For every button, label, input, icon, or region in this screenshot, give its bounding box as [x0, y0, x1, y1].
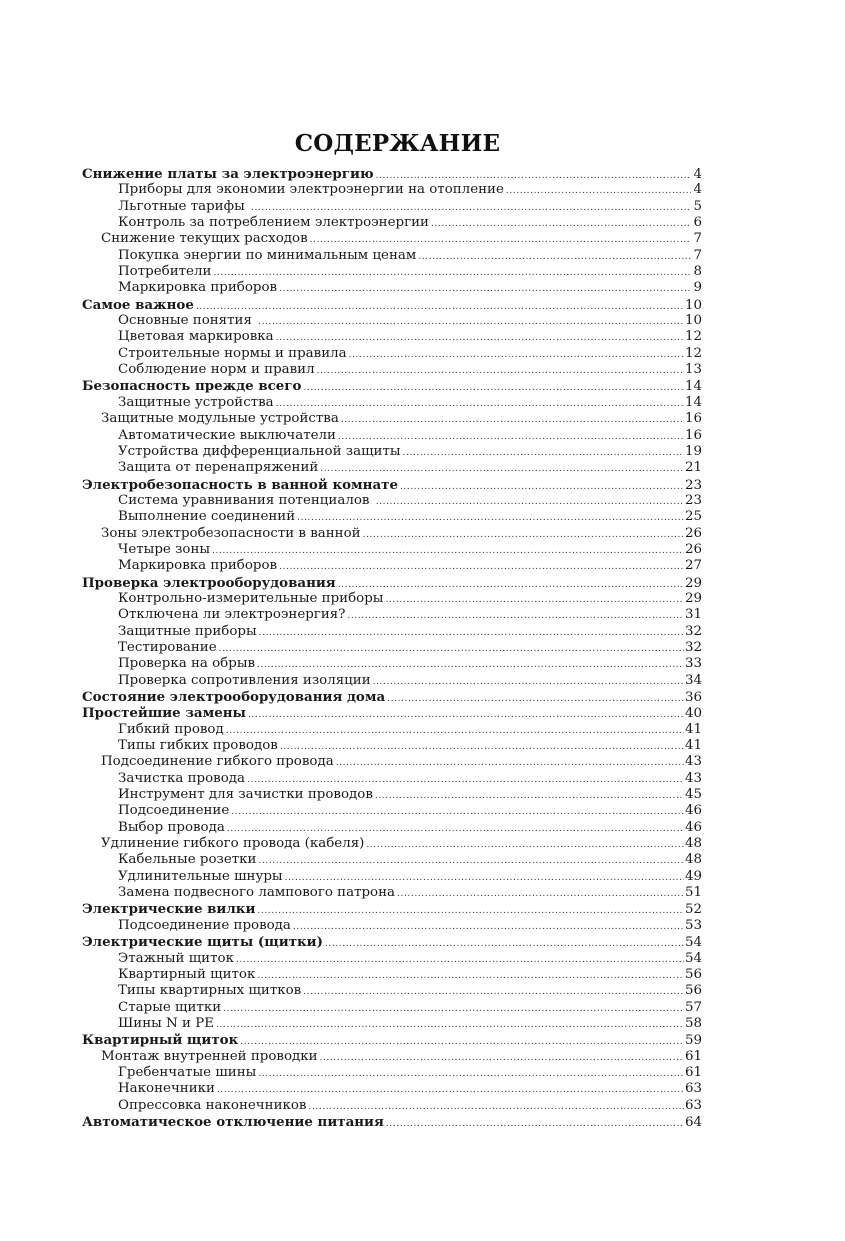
toc-entry-title: Наконечники	[118, 1081, 215, 1097]
toc-page-number: 52	[684, 902, 702, 918]
toc-dot-leader	[227, 821, 684, 837]
toc-entry-title: Соблюдение норм и правил	[118, 362, 315, 378]
toc-page-number: 46	[684, 803, 702, 819]
toc-page-number: 40	[684, 706, 702, 722]
toc-entry-title: Автоматические выключатели	[118, 427, 336, 443]
toc-page-number: 34	[684, 672, 702, 688]
toc-dot-leader	[236, 952, 684, 968]
toc-dot-leader	[285, 870, 684, 886]
toc-dot-leader	[325, 936, 684, 952]
toc-chapter	[82, 705, 702, 721]
toc-page-number: 54	[684, 950, 702, 966]
toc-dot-leader	[320, 1050, 684, 1066]
toc-entry-title: Старые щитки	[118, 999, 222, 1015]
toc-subsection	[82, 787, 702, 803]
toc-entry-title: Подсоединение	[118, 803, 230, 819]
toc-dot-leader	[310, 232, 691, 248]
toc-subsection	[82, 1000, 702, 1016]
toc-dot-leader	[280, 739, 684, 755]
table-of-contents	[82, 166, 702, 1130]
toc-entry-title: Электрические щиты (щитки)	[82, 934, 323, 951]
toc-dot-leader	[276, 396, 684, 412]
toc-subsection	[82, 967, 702, 983]
toc-page-number: 48	[684, 852, 702, 868]
toc-page-number: 59	[684, 1033, 702, 1049]
toc-entry-title: Отключена ли электроэнергия?	[118, 607, 346, 623]
toc-entry-title: Шины N и PE	[118, 1015, 214, 1031]
toc-chapter	[82, 901, 702, 917]
toc-dot-leader	[196, 299, 684, 315]
toc-subsection	[82, 460, 702, 476]
toc-page-number: 57	[684, 999, 702, 1015]
toc-page-number: 46	[684, 819, 702, 835]
toc-dot-leader	[297, 510, 684, 526]
toc-subsection	[82, 542, 702, 558]
toc-page-number: 32	[684, 639, 702, 655]
toc-subsection	[82, 1081, 702, 1097]
toc-entry-title: Льготные тарифы	[118, 198, 249, 214]
toc-chapter	[82, 297, 702, 313]
toc-entry-title: Защитные устройства	[118, 394, 274, 410]
toc-section	[82, 1049, 702, 1065]
toc-dot-leader	[341, 412, 684, 428]
toc-page-number: 19	[684, 443, 702, 459]
toc-entry-title: Защита от перенапряжений	[118, 460, 319, 476]
toc-entry-title: Автоматическое отключение питания	[82, 1113, 384, 1130]
toc-page-number: 64	[684, 1114, 702, 1130]
toc-entry-title: Подсоединение гибкого провода	[101, 754, 334, 770]
toc-subsection	[82, 280, 702, 296]
toc-subsection	[82, 591, 702, 607]
toc-page-number: 58	[684, 1015, 702, 1031]
toc-entry-title: Контроль за потреблением электроэнергии	[118, 215, 429, 231]
toc-dot-leader	[223, 1001, 684, 1017]
toc-chapter	[82, 689, 702, 705]
toc-subsection	[82, 656, 702, 672]
toc-dot-leader	[418, 249, 691, 265]
toc-subsection	[82, 428, 702, 444]
toc-entry-title: Проверка сопротивления изоляции	[118, 672, 371, 688]
toc-page-number: 61	[684, 1064, 702, 1080]
toc-entry-title: Основные понятия	[118, 313, 257, 329]
toc-dot-leader	[338, 577, 684, 593]
toc-dot-leader	[385, 592, 684, 608]
toc-entry-title: Типы квартирных щитков	[118, 983, 302, 999]
toc-dot-leader	[219, 641, 684, 657]
toc-entry-title: Инструмент для зачистки проводов	[118, 787, 373, 803]
toc-dot-leader	[217, 1082, 684, 1098]
toc-dot-leader	[317, 363, 684, 379]
toc-dot-leader	[257, 968, 684, 984]
toc-chapter	[82, 477, 702, 493]
toc-dot-leader	[257, 903, 684, 919]
toc-dot-leader	[400, 479, 684, 495]
toc-dot-leader	[258, 1066, 684, 1082]
toc-dot-leader	[376, 494, 684, 510]
toc-subsection	[82, 918, 702, 934]
toc-page-number: 31	[684, 607, 702, 623]
toc-subsection	[82, 803, 702, 819]
toc-subsection	[82, 199, 702, 215]
toc-dot-leader	[506, 183, 691, 199]
toc-dot-leader	[276, 330, 684, 346]
toc-dot-leader	[231, 804, 684, 820]
toc-dot-leader	[431, 216, 691, 232]
toc-dot-leader	[247, 772, 684, 788]
toc-dot-leader	[375, 788, 684, 804]
toc-dot-leader	[387, 691, 684, 707]
toc-subsection	[82, 738, 702, 754]
toc-dot-leader	[279, 559, 684, 575]
toc-dot-leader	[336, 755, 684, 771]
toc-entry-title: Самое важное	[82, 296, 194, 313]
toc-page-number: 43	[684, 754, 702, 770]
toc-page-number: 48	[684, 836, 702, 852]
toc-entry-title: Покупка энергии по минимальным ценам	[118, 247, 417, 263]
toc-page-number: 56	[684, 966, 702, 982]
toc-page-number: 33	[684, 656, 702, 672]
toc-dot-leader	[259, 625, 684, 641]
toc-page-number: 6	[693, 215, 702, 231]
toc-entry-title: Опрессовка наконечников	[118, 1097, 307, 1113]
toc-entry-title: Цветовая маркировка	[118, 329, 274, 345]
toc-entry-title: Гибкий провод	[118, 721, 224, 737]
toc-entry-title: Устройства дифференциальной защиты	[118, 443, 401, 459]
toc-chapter	[82, 1032, 702, 1048]
toc-entry-title: Защитные модульные устройства	[101, 411, 339, 427]
toc-page-number: 10	[684, 313, 702, 329]
toc-entry-title: Монтаж внутренней проводки	[101, 1048, 318, 1064]
toc-dot-leader	[403, 445, 684, 461]
toc-dot-leader	[213, 265, 691, 281]
toc-section	[82, 231, 702, 247]
toc-page-number: 36	[684, 690, 702, 705]
toc-subsection	[82, 673, 702, 689]
toc-page-number: 16	[684, 411, 702, 427]
toc-subsection	[82, 820, 702, 836]
toc-page-number: 25	[684, 509, 702, 525]
toc-entry-title: Квартирный щиток	[82, 1032, 239, 1049]
toc-page-number: 43	[684, 770, 702, 786]
toc-entry-title: Электробезопасность в ванной комнате	[82, 476, 398, 493]
toc-entry-title: Четыре зоны	[118, 541, 211, 557]
toc-entry-title: Простейшие замены	[82, 705, 246, 722]
toc-chapter	[82, 1114, 702, 1130]
toc-page-number: 63	[684, 1097, 702, 1113]
toc-dot-leader	[347, 608, 684, 624]
toc-subsection	[82, 852, 702, 868]
toc-subsection	[82, 951, 702, 967]
toc-entry-title: Тестирование	[118, 639, 217, 655]
toc-chapter	[82, 166, 702, 182]
toc-page-number: 5	[693, 198, 702, 214]
toc-subsection	[82, 1065, 702, 1081]
toc-dot-leader	[279, 281, 691, 297]
toc-subsection	[82, 215, 702, 231]
toc-entry-title: Электрические вилки	[82, 901, 256, 918]
toc-subsection	[82, 346, 702, 362]
toc-chapter	[82, 575, 702, 591]
toc-entry-title: Удлинение гибкого провода (кабеля)	[101, 836, 365, 852]
toc-page-number: 61	[684, 1048, 702, 1064]
toc-page-number: 14	[684, 394, 702, 410]
toc-subsection	[82, 624, 702, 640]
toc-entry-title: Этажный щиток	[118, 950, 234, 966]
toc-entry-title: Выполнение соединений	[118, 509, 296, 525]
toc-page-number: 56	[684, 983, 702, 999]
toc-subsection	[82, 558, 702, 574]
toc-page-number: 13	[684, 362, 702, 378]
toc-page-number: 51	[684, 885, 702, 901]
toc-dot-leader	[258, 853, 683, 869]
toc-subsection	[82, 1016, 702, 1032]
toc-entry-title: Типы гибких проводов	[118, 738, 278, 754]
toc-page-number: 7	[693, 247, 702, 263]
toc-page-number: 21	[684, 460, 702, 476]
toc-page-number: 12	[684, 345, 702, 361]
toc-subsection	[82, 248, 702, 264]
toc-dot-leader	[212, 543, 684, 559]
toc-page-number: 29	[684, 575, 702, 591]
toc-page-number: 26	[684, 525, 702, 541]
toc-subsection	[82, 362, 702, 378]
toc-page-number: 26	[684, 541, 702, 557]
toc-subsection	[82, 509, 702, 525]
toc-dot-leader	[363, 527, 684, 543]
toc-entry-title: Квартирный щиток	[118, 966, 256, 982]
toc-dot-leader	[320, 461, 684, 477]
toc-page-number: 16	[684, 427, 702, 443]
toc-entry-title: Безопасность прежде всего	[82, 378, 302, 395]
toc-dot-leader	[293, 919, 684, 935]
toc-subsection	[82, 722, 702, 738]
toc-entry-title: Снижение платы за электроэнергию	[82, 166, 374, 182]
toc-entry-title: Защитные приборы	[118, 623, 257, 639]
toc-page-number: 12	[684, 329, 702, 345]
toc-subsection	[82, 607, 702, 623]
toc-dot-leader	[303, 380, 684, 396]
toc-subsection	[82, 1098, 702, 1114]
toc-page-number: 14	[684, 379, 702, 395]
toc-dot-leader	[373, 674, 684, 690]
toc-subsection	[82, 640, 702, 656]
toc-page-number: 45	[684, 787, 702, 803]
toc-section	[82, 411, 702, 427]
toc-page-number: 54	[684, 935, 702, 951]
toc-section	[82, 836, 702, 852]
toc-entry-title: Строительные нормы и правила	[118, 345, 347, 361]
toc-section	[82, 526, 702, 542]
toc-entry-title: Зачистка провода	[118, 770, 246, 786]
toc-entry-title: Подсоединение провода	[118, 917, 291, 933]
toc-page-number: 32	[684, 623, 702, 639]
toc-page-number: 23	[684, 477, 702, 493]
toc-page-number: 63	[684, 1081, 702, 1097]
toc-entry-title: Выбор провода	[118, 819, 225, 835]
toc-subsection	[82, 983, 702, 999]
toc-dot-leader	[308, 1099, 683, 1115]
toc-dot-leader	[397, 886, 684, 902]
toc-page-number: 4	[693, 167, 702, 182]
toc-subsection	[82, 313, 702, 329]
toc-entry-title: Состояние электрооборудования дома	[82, 689, 386, 705]
toc-entry-title: Замена подвесного лампового патрона	[118, 885, 396, 901]
toc-dot-leader	[349, 347, 684, 363]
toc-chapter	[82, 934, 702, 950]
toc-subsection	[82, 771, 702, 787]
toc-page-number: 41	[684, 721, 702, 737]
toc-subsection	[82, 493, 702, 509]
toc-dot-leader	[226, 723, 684, 739]
toc-entry-title: Проверка на обрыв	[118, 656, 256, 672]
toc-entry-title: Удлинительные шнуры	[118, 868, 283, 884]
toc-chapter	[82, 378, 702, 394]
toc-page-number: 8	[693, 264, 702, 280]
toc-page-number: 9	[693, 280, 702, 296]
toc-page-number: 27	[684, 558, 702, 574]
toc-subsection	[82, 444, 702, 460]
toc-entry-title: Контрольно-измерительные приборы	[118, 590, 384, 606]
toc-dot-leader	[248, 707, 684, 723]
toc-dot-leader	[386, 1116, 684, 1132]
toc-dot-leader	[257, 657, 684, 673]
toc-dot-leader	[338, 429, 684, 445]
toc-dot-leader	[258, 314, 684, 330]
toc-entry-title: Зоны электробезопасности в ванной	[101, 525, 361, 541]
toc-entry-title: Маркировка приборов	[118, 558, 278, 574]
toc-dot-leader	[366, 837, 684, 853]
toc-entry-title: Гребенчатые шины	[118, 1064, 257, 1080]
toc-entry-title: Маркировка приборов	[118, 280, 278, 296]
toc-entry-title: Кабельные розетки	[118, 852, 257, 868]
toc-dot-leader	[216, 1017, 684, 1033]
toc-page-number: 29	[684, 590, 702, 606]
toc-page-number: 41	[684, 738, 702, 754]
toc-page-number: 53	[684, 917, 702, 933]
toc-subsection	[82, 885, 702, 901]
toc-dot-leader	[303, 984, 684, 1000]
toc-entry-title: Потребители	[118, 264, 212, 280]
page-title: СОДЕРЖАНИЕ	[294, 130, 501, 157]
toc-entry-title: Проверка электрооборудования	[82, 574, 336, 591]
toc-section	[82, 754, 702, 770]
toc-page-number: 23	[684, 492, 702, 508]
toc-subsection	[82, 395, 702, 411]
toc-subsection	[82, 329, 702, 345]
toc-page-number: 4	[693, 182, 702, 198]
toc-dot-leader	[251, 200, 691, 216]
toc-page-number: 10	[684, 297, 702, 313]
toc-subsection	[82, 869, 702, 885]
toc-page-number: 49	[684, 868, 702, 884]
toc-page-number: 7	[693, 231, 702, 247]
toc-subsection	[82, 182, 702, 198]
toc-entry-title: Система уравнивания потенциалов	[118, 492, 374, 508]
toc-entry-title: Приборы для экономии электроэнергии на отопление	[118, 182, 504, 198]
toc-subsection	[82, 264, 702, 280]
toc-entry-title: Снижение текущих расходов	[101, 231, 308, 247]
